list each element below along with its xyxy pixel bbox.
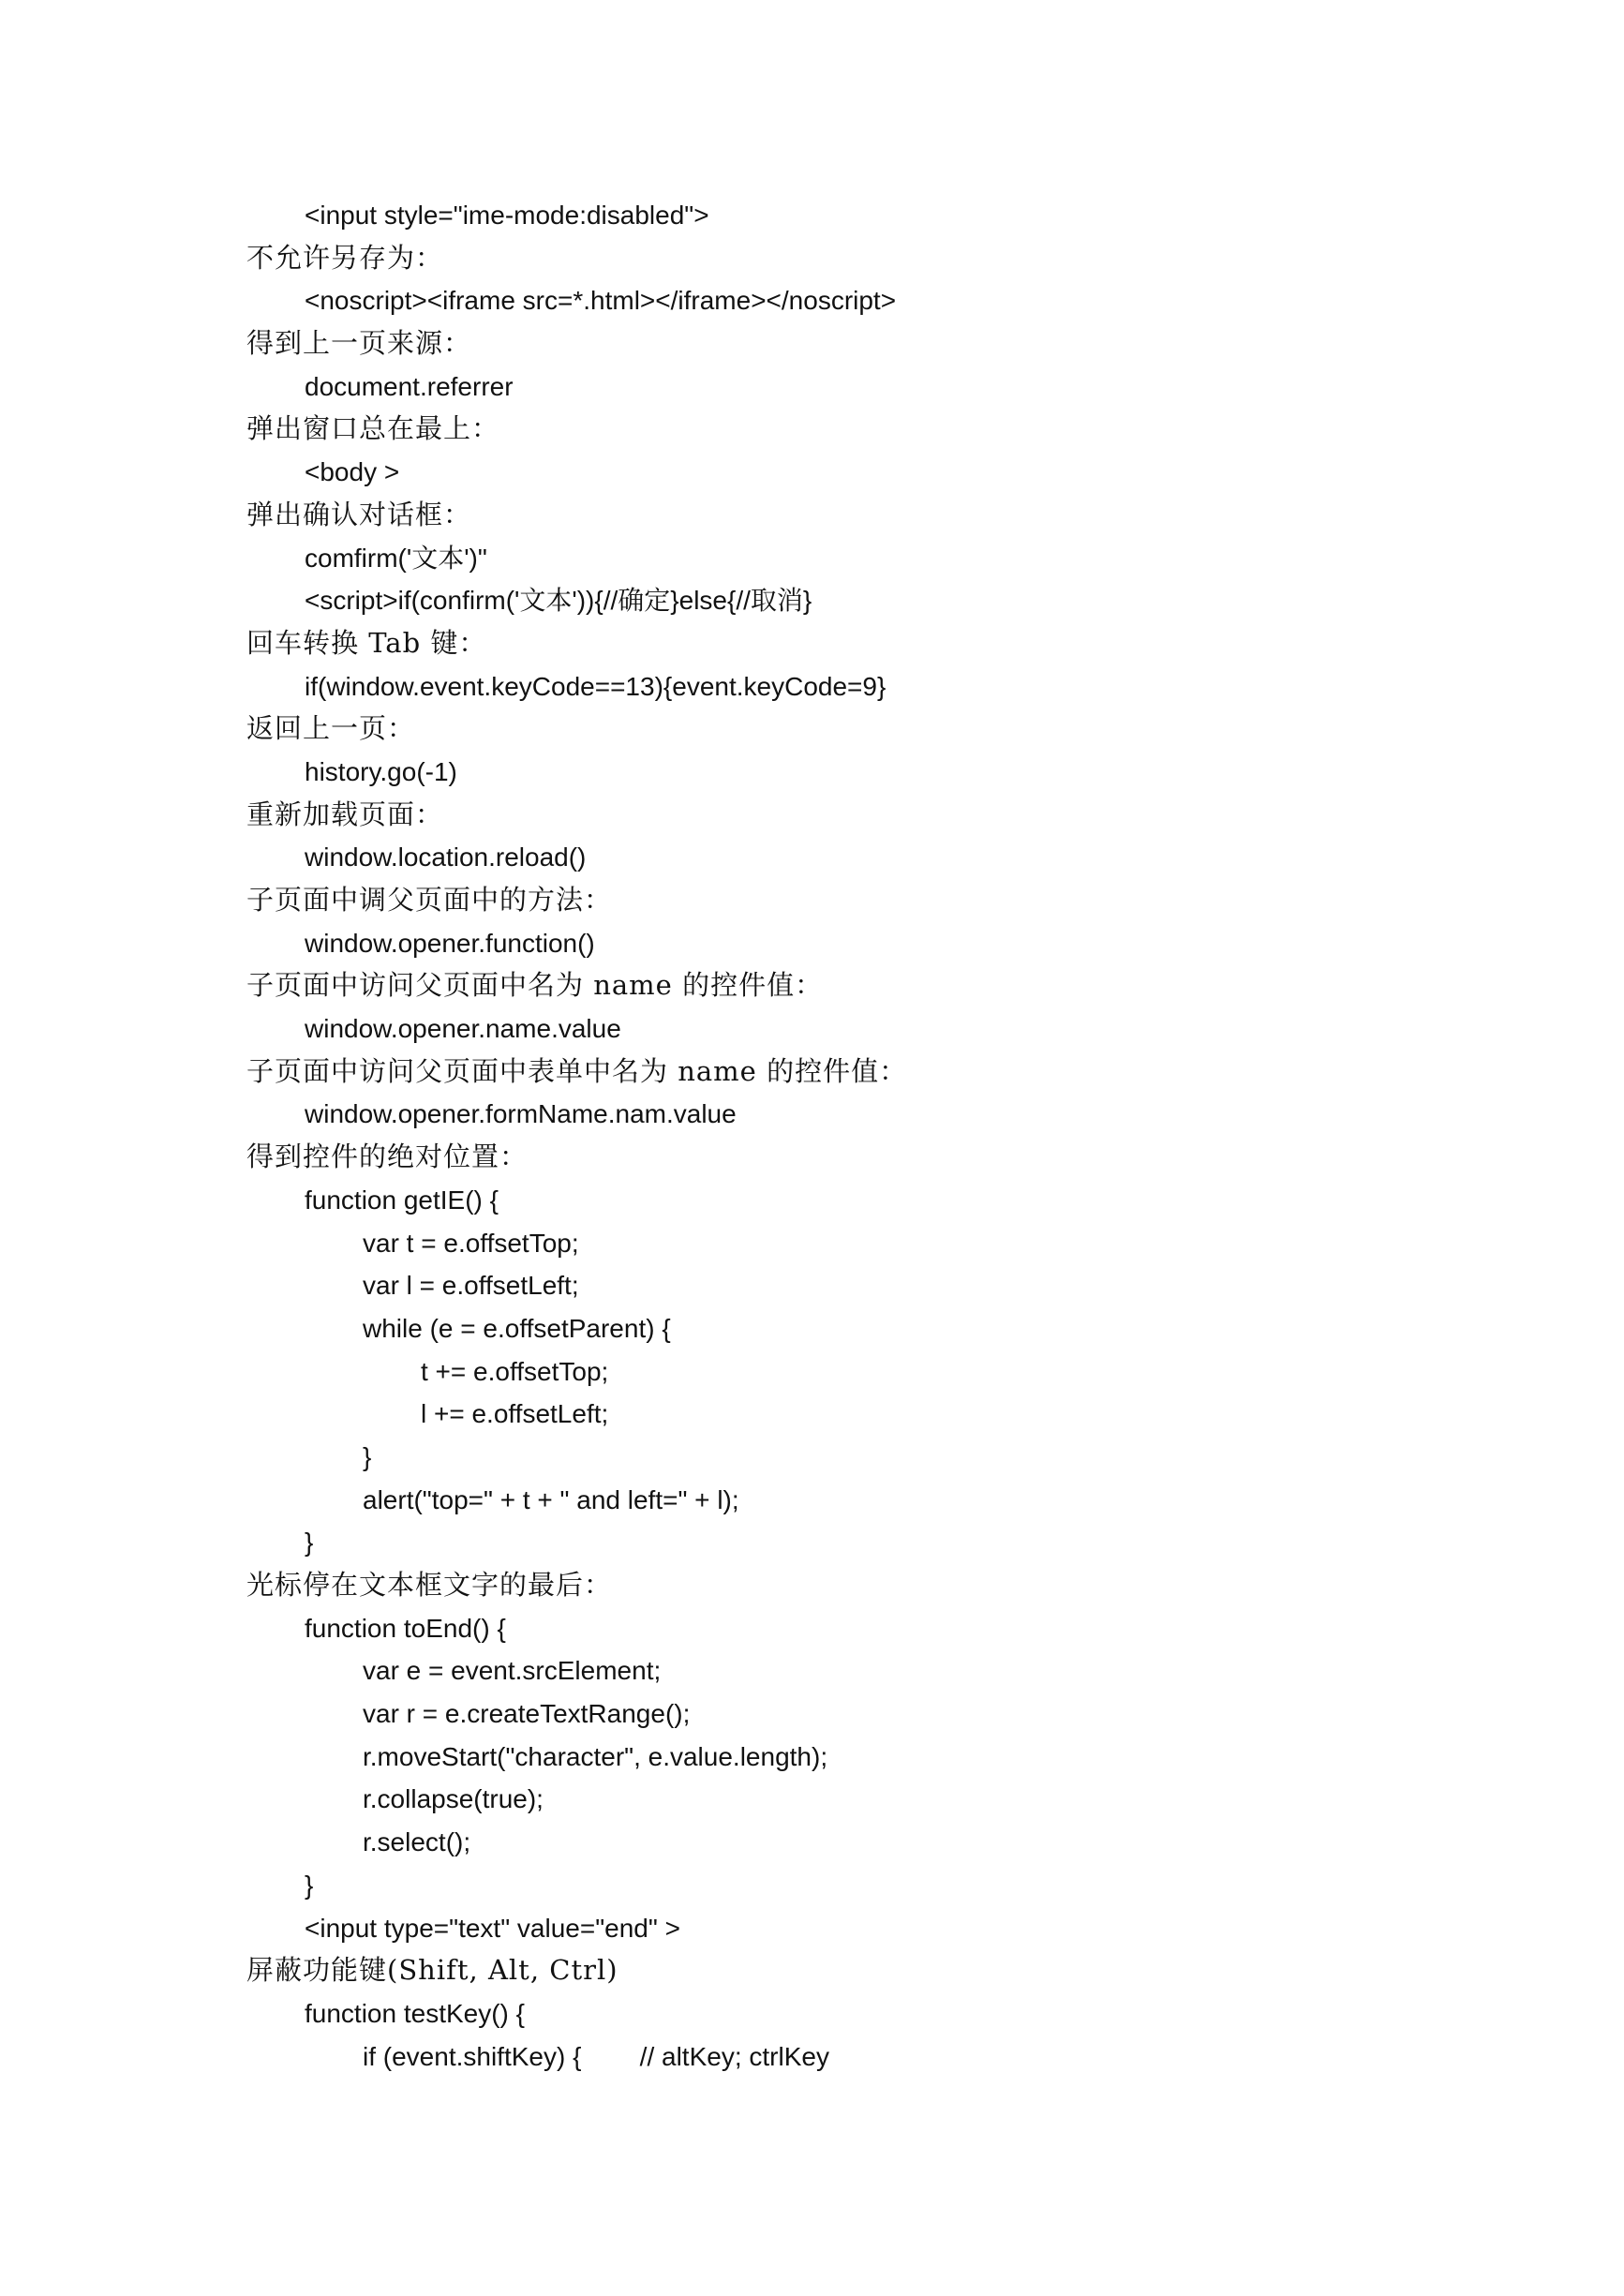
code-line: if(window.event.keyCode==13){event.keyCode=9} xyxy=(305,671,886,701)
code-line: l += e.offsetLeft; xyxy=(421,1399,609,1429)
code-line: window.opener.name.value xyxy=(305,1014,621,1044)
code-line: comfirm('文本')" xyxy=(305,543,487,573)
section-heading: 屏蔽功能键(Shift, Alt, Ctrl) xyxy=(246,1954,618,1987)
section-heading: 不允许另存为： xyxy=(246,241,444,274)
code-line: <input style="ime-mode:disabled"> xyxy=(305,201,709,230)
code-line: <noscript><iframe src=*.html></iframe></noscript> xyxy=(305,286,897,316)
section-heading: 重新加载页面： xyxy=(246,798,444,830)
section-heading: 子页面中调父页面中的方法： xyxy=(246,884,613,916)
section-heading: 弹出窗口总在最上： xyxy=(246,412,500,445)
code-line: r.moveStart("character", e.value.length); xyxy=(363,1741,828,1771)
code-line: alert("top=" + t + " and left=" + l); xyxy=(363,1484,739,1514)
code-line: <script>if(confirm('文本')){//确定}else{//取消} xyxy=(305,586,812,616)
code-line: } xyxy=(305,1528,314,1558)
code-line: document.referrer xyxy=(305,371,514,401)
code-line: var r = e.createTextRange(); xyxy=(363,1699,691,1729)
code-line: function testKey() { xyxy=(305,1998,526,2028)
code-line: if (event.shiftKey) { // altKey; ctrlKey xyxy=(363,2041,829,2071)
section-heading: 得到控件的绝对位置： xyxy=(246,1141,529,1173)
code-line: r.select(); xyxy=(363,1827,471,1857)
code-line: var l = e.offsetLeft; xyxy=(363,1271,579,1301)
code-line: while (e = e.offsetParent) { xyxy=(363,1313,671,1343)
code-line: window.opener.formName.nam.value xyxy=(305,1099,737,1129)
code-line: history.go(-1) xyxy=(305,756,457,786)
code-line: t += e.offsetTop; xyxy=(421,1356,609,1386)
section-heading: 弹出确认对话框： xyxy=(246,498,472,530)
section-heading: 子页面中访问父页面中名为 name 的控件值： xyxy=(246,969,824,1002)
document-body xyxy=(246,194,1465,2078)
section-heading: 子页面中访问父页面中表单中名为 name 的控件值： xyxy=(246,1054,908,1087)
section-heading: 光标停在文本框文字的最后： xyxy=(246,1569,613,1601)
code-line: } xyxy=(305,1870,314,1900)
code-line: var t = e.offsetTop; xyxy=(363,1228,579,1258)
code-line: r.collapse(true); xyxy=(363,1784,544,1814)
code-line: <body > xyxy=(305,457,400,487)
section-heading: 得到上一页来源： xyxy=(246,327,472,360)
section-heading: 返回上一页： xyxy=(246,712,416,745)
code-line: window.location.reload() xyxy=(305,842,587,872)
code-line: window.opener.function() xyxy=(305,928,595,958)
code-line: <input type="text" value="end" > xyxy=(305,1913,680,1943)
code-line: function toEnd() { xyxy=(305,1613,506,1643)
section-heading: 回车转换 Tab 键： xyxy=(246,626,487,659)
code-line: var e = event.srcElement; xyxy=(363,1656,662,1686)
code-line: } xyxy=(363,1441,372,1471)
code-line: function getIE() { xyxy=(305,1185,499,1215)
